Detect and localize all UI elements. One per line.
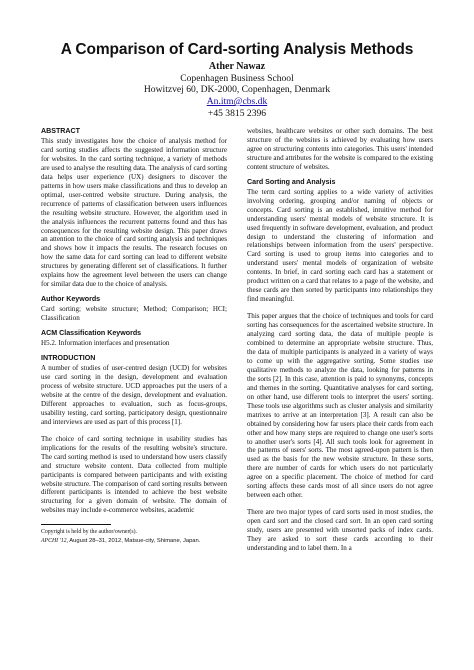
venue-details: August 28–31, 2012, Matsue-city, Shimane, Japan.: [68, 537, 201, 544]
author-email-link[interactable]: An.itm@cbs.dk: [206, 96, 268, 108]
footnote-divider: [41, 524, 111, 525]
abstract-heading: ABSTRACT: [41, 127, 81, 135]
card-sorting-paragraph-3: There are two major types of card sorts used in most studies, the open card sort and the closed card sort. In an open card sorting study, users are presented with unsorted packs of index cards. They are asked to sort these cards according to their understanding and to label them. In a: [247, 508, 433, 552]
acm-heading: ACM Classification Keywords: [41, 329, 142, 338]
author-phone: +45 3815 2396: [207, 107, 267, 119]
left-column: [41, 127, 227, 545]
introduction-paragraph-1: A number of studies of user-centred design (UCD) for websites use card sorting in the design, development and evaluation process of website structure. UCD approaches put the users of a website at the centre of the design, development and evaluation. Different approaches to evaluation, such as focus-groups, usability testing, card sorting, participatory design, questionnaire and interviews are used as part of this process [1].: [41, 364, 227, 426]
right-column: [247, 127, 433, 553]
introduction-continuation: websites, healthcare websites or other such domains. The best structure of the websites is achieved by evaluating how users agree on structuring contents into categories. This users' intended structure and attributes for the website is compared to the existing content structure of websites.: [247, 127, 433, 171]
card-sorting-paragraph-1: The term card sorting applies to a wide variety of activities involving ordering, grouping and/or naming of objects or concepts. Card sorting is an established, intuitive method for understanding users' mental models of website structure. It is used frequently in software development, evaluation, and product design to understand the clustering of information and relationships between information from the users' perspective. Card sorting is used to group items into categories and to understand users' mental models of organization of website contents. In brief, in card sorting each card has a statement or product written on a card that relates to a page of the website, and these cards are then sorted by participants into relationships they find meaningful.: [247, 187, 433, 304]
author-affiliation: Copenhagen Business School: [180, 72, 294, 84]
conference-venue: [41, 537, 227, 545]
venue-name: APCHI '12,: [41, 537, 69, 544]
author-address: Howitzvej 60, DK-2000, Copenhagen, Denmark: [143, 84, 331, 96]
abstract-text: This study investigates how the choice of analysis method for card sorting studies affects the suggested information structure for websites. In the card sorting technique, a variety of methods are used to analyse the resulting data. The analysis of card sorting data helps user experience (UX) designers to discover the patterns in how users make classifications and thus to develop an optimal, user-centred website structure. During analysis, the recurrence of patterns of classification between users influences the resulting website structure. However, the algorithm used in the analysis influences the recurrent patterns found and thus has consequences for the resulting website design. This paper draws an attention to the choice of card sorting analysis and techniques and shows how it impacts the results. The research focuses on how the same data for card sorting can lead to different website structures by generating different set of classifications. It further explains how the agreement level between the users can change for similar data due to the choice of analysis.: [41, 137, 227, 289]
author-block: [0, 61, 474, 120]
copyright-notice: Copyright is held by the author/owner(s).: [41, 529, 137, 536]
introduction-paragraph-2: The choice of card sorting technique in usability studies has implications for the results of the resulting website's structure. The card sorting method is used to understand how users classify and structure website content. Data collected from multiple participants is compared between participants and with existing website structure. The comparison of card sorting results between different participants is intended to achieve the best website structuring for a given domain of website. The domain of websites may include e-commerce websites, academic: [41, 434, 227, 515]
card-sorting-heading: Card Sorting and Analysis: [247, 177, 336, 186]
author-name: Ather Nawaz: [208, 61, 266, 72]
keywords-heading: Author Keywords: [41, 295, 101, 304]
acm-text: H5.2. Information interfaces and presentation: [41, 339, 170, 348]
introduction-heading: INTRODUCTION: [41, 354, 96, 363]
card-sorting-paragraph-2: This paper argues that the choice of techniques and tools for card sorting has consequences for the ascertained website structure. In analyzing card sorting data, the data of multiple people is combined to determine an appropriate website structure. Thus, the data of multiple participants is analyzed in a variety of ways to come up with the aggregative sorting. Some studies use qualitative methods to analyze the data, looking for patterns in the sorts [2]. In this case, attention is paid to synonyms, concepts and themes in the sorting. Quantitative analyses for card sorting, on other hand, use different tools to interpret the users' sorting. These tools use algorithms such as cluster analysis and similarity matrixes to arrive at an interpretation [3]. A result can also be obtained by considering how far users place their cards from each other and how many steps are required to change one user's sorts to another user's sorts [4]. All such tools look for agreement in the patterns of users' sorts. The most agreed-upon pattern is then used as the basis for the new website structure. In these sorts, there are number of cards for which users do not particularly agree on a specific placement. The choice of method for card sorting affects these cards most of all since users do not agree between each other.: [247, 312, 433, 500]
keywords-text: Card sorting; website structure; Method; Comparison; HCI; Classification: [41, 305, 227, 323]
paper-title: A Comparison of Card-sorting Analysis Methods: [60, 41, 414, 58]
